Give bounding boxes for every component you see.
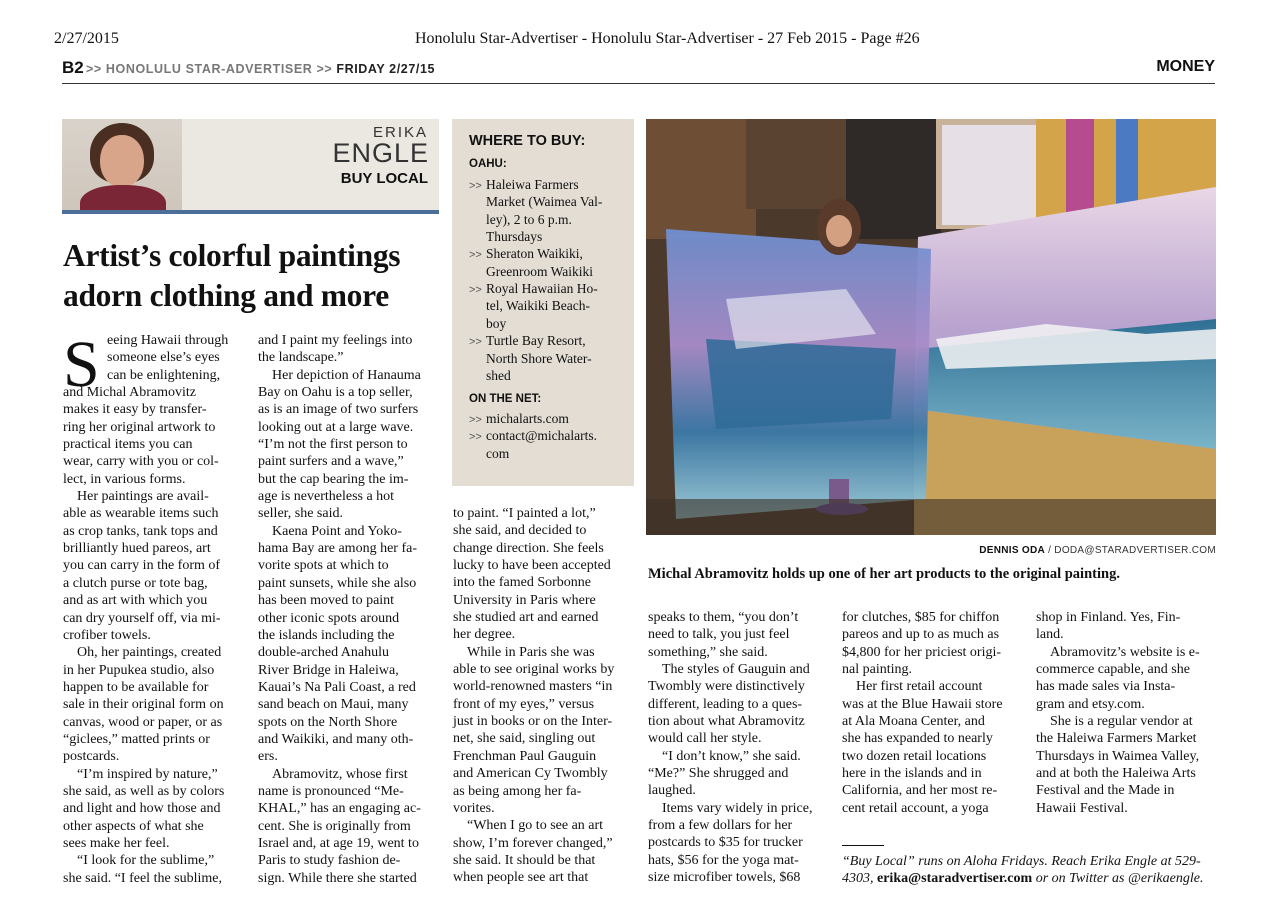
body-text-line: has made sales via Insta- — [1036, 679, 1176, 695]
body-text-line: and light and how those and — [63, 801, 221, 817]
body-text-line: looking out at a large wave. — [258, 419, 414, 435]
body-text-line: “I don’t know,” she said. — [662, 748, 801, 764]
sidebar-list-line: North Shore Water- — [486, 350, 592, 366]
body-column-2 — [258, 332, 421, 887]
body-text-line: a clutch purse or tote bag, — [63, 575, 208, 591]
body-text-line: “I’m inspired by nature,” — [77, 766, 218, 782]
body-text-line: Twombly were distinctively — [648, 679, 805, 695]
body-text-line: sign. While there she started — [258, 870, 417, 886]
body-text-line: was at the Blue Hawaii store — [842, 696, 1003, 712]
bullet-marker: >> — [469, 180, 482, 192]
body-text-line: gram and etsy.com. — [1036, 696, 1145, 712]
body-text-line: canvas, wood or paper, or as — [63, 714, 223, 730]
body-text-line: change direction. She feels — [453, 540, 604, 556]
body-text-line: need to talk, you just feel — [648, 627, 790, 643]
bullet-marker: >> — [469, 414, 482, 426]
sidebar-list-line: tel, Waikiki Beach- — [486, 298, 591, 314]
body-text-line: name is pronounced “Me- — [258, 783, 404, 799]
body-text-line: hats, $56 for the yoga mat- — [648, 852, 799, 868]
body-text-line: front of my eyes,” versus — [453, 696, 595, 712]
sidebar-list-line: Market (Waimea Val- — [486, 194, 603, 210]
body-text-line: and Waikiki, and many oth- — [258, 731, 414, 747]
columnist-box — [62, 119, 439, 214]
sidebar-title: WHERE TO BUY: — [469, 133, 586, 149]
body-text-line: eeing Hawaii through — [107, 333, 229, 348]
body-text-line: ring her original artwork to — [63, 419, 216, 435]
body-text-line: pareos and up to as much as — [842, 627, 1000, 643]
sidebar-list-line: com — [486, 445, 510, 461]
sidebar-list-line: >> Royal Hawaiian Ho- — [469, 281, 598, 297]
sidebar-list-line: >> Turtle Bay Resort, — [469, 333, 586, 349]
body-text-line: she said, as well as by colors — [63, 783, 225, 799]
folio-line — [86, 62, 435, 76]
where-to-buy-box — [452, 119, 634, 486]
body-text-line: nal painting. — [842, 662, 912, 678]
folio-date: FRIDAY 2/27/15 — [336, 62, 436, 76]
top-rule — [62, 83, 1215, 84]
headline — [63, 236, 443, 316]
headline-line: Artist’s colorful paintings — [63, 238, 401, 273]
body-text-line: Thursdays in Waimea Valley, — [1036, 748, 1200, 764]
body-text-line: spots on the North Shore — [258, 714, 398, 730]
body-text-line: Israel and, at age 19, went to — [258, 835, 419, 851]
body-text-line: for clutches, $85 for chiffon — [842, 610, 1000, 625]
body-text-line: Kauai’s Na Pali Coast, a red — [258, 679, 416, 695]
body-text-line: “I look for the sublime,” — [77, 853, 215, 869]
bio-line-2b: or on Twitter as @erikaengle. — [1032, 871, 1204, 887]
body-text-line: she said, and decided to — [453, 523, 587, 539]
body-text-line: and I paint my feelings into — [258, 333, 413, 348]
body-column-1 — [63, 328, 229, 887]
body-text-line: Paris to study fashion de- — [258, 853, 401, 869]
photographer: DENNIS ODA — [979, 545, 1046, 556]
body-text-line: net, she said, singling out — [453, 731, 596, 747]
sidebar-list-line: >> contact@michalarts. — [469, 428, 598, 444]
body-text-line: shop in Finland. Yes, Fin- — [1036, 610, 1181, 625]
column-name: BUY LOCAL — [340, 170, 428, 187]
sidebar-oahu-label: OAHU: — [469, 158, 507, 170]
body-text-line: vorites. — [453, 800, 495, 816]
body-text-line: other iconic spots around — [258, 610, 400, 626]
body-text-line: world-renowned masters “in — [453, 679, 613, 695]
photo-credit — [979, 545, 1216, 556]
body-text-line: Kaena Point and Yoko- — [272, 523, 402, 539]
body-text-line: Festival and the Made in — [1036, 783, 1175, 799]
body-column-4 — [648, 609, 812, 887]
body-text-line: someone else’s eyes — [107, 350, 220, 366]
body-text-line: makes it easy by transfer- — [63, 402, 207, 418]
body-text-line: and as art with which you — [63, 593, 208, 609]
body-text-line: hama Bay are among her fa- — [258, 541, 417, 557]
sidebar-list-line: ley), 2 to 6 p.m. — [486, 211, 572, 227]
body-text-line: the landscape.” — [258, 350, 344, 366]
body-text-line: postcards to $35 for trucker — [648, 835, 803, 851]
body-text-line: Items vary widely in price, — [662, 800, 813, 816]
sidebar-list-line: Thursdays — [486, 229, 543, 245]
body-text-line: her degree. — [453, 627, 516, 643]
body-text-line: “giclees,” matted prints or — [63, 731, 210, 747]
body-text-line: can be enlightening, — [107, 367, 221, 383]
body-text-line: the Haleiwa Farmers Market — [1036, 731, 1197, 747]
body-text-line: paint sunsets, while she also — [258, 575, 417, 591]
body-text-line: “Me?” She shrugged and — [648, 766, 789, 782]
body-text-line: lucky to have been accepted — [453, 558, 611, 574]
body-text-line: other aspects of what she — [63, 818, 204, 834]
body-text-line: and at both the Haleiwa Arts — [1036, 766, 1196, 782]
body-text-line: two dozen retail locations — [842, 748, 987, 764]
body-text-line: she said. It should be that — [453, 852, 596, 868]
body-text-line: Her paintings are avail- — [77, 489, 209, 505]
sidebar-list-line: Greenroom Waikiki — [486, 263, 594, 279]
body-text-line: ers. — [258, 749, 278, 765]
body-column-3 — [453, 505, 614, 887]
body-text-line: at Ala Moana Center, and — [842, 714, 985, 730]
columnist-headshot — [62, 119, 182, 210]
body-text-line: vorite spots at which to — [258, 558, 389, 574]
page-number: B2 — [62, 58, 84, 77]
body-text-line: “I’m not the first person to — [258, 437, 408, 453]
body-text-line: seller, she said. — [258, 506, 343, 522]
page-folio — [62, 60, 1215, 82]
body-text-line: KHAL,” has an engaging ac- — [258, 801, 421, 817]
body-text-line: double-arched Anahulu — [258, 645, 390, 661]
body-text-line: lect, in various forms. — [63, 471, 186, 487]
print-title: Honolulu Star-Advertiser - Honolulu Star-Advertiser - 27 Feb 2015 - Page #26 — [415, 30, 920, 47]
body-text-line: Frenchman Paul Gauguin — [453, 748, 597, 764]
feature-photo — [646, 119, 1216, 535]
body-text-line: wear, carry with you or col- — [63, 454, 219, 470]
bio-line-2a: 4303, — [842, 871, 877, 887]
drop-cap: S — [63, 328, 100, 401]
body-text-line: in her Pupukea studio, also — [63, 662, 215, 678]
body-text-line: sale in their original form on — [63, 697, 224, 713]
body-text-line: into the famed Sorbonne — [453, 575, 592, 591]
body-text-line: River Bridge in Haleiwa, — [258, 662, 399, 678]
body-text-line: crofiber towels. — [63, 627, 151, 643]
body-text-line: Oh, her paintings, created — [77, 645, 222, 661]
body-text-line: tion about what Abramovitz — [648, 714, 805, 730]
body-text-line: She is a regular vendor at — [1050, 714, 1193, 730]
body-text-line: sees make her feel. — [63, 835, 170, 851]
body-text-line: the islands including the — [258, 627, 395, 643]
body-text-line: Bay on Oahu is a top seller, — [258, 385, 413, 401]
body-text-line: you can carry in the form of — [63, 558, 221, 574]
author-email-link[interactable]: erika@staradvertiser.com — [877, 871, 1033, 887]
body-text-line: and Michal Abramovitz — [63, 385, 196, 401]
sidebar-list-line: >> Haleiwa Farmers — [469, 177, 579, 192]
body-text-line: as is an image of two surfers — [258, 402, 419, 418]
bullet-marker: >> — [469, 284, 482, 297]
sidebar-list-line: >> Sheraton Waikiki, — [469, 246, 583, 262]
body-text-line: land. — [1036, 627, 1064, 643]
author-bio — [842, 853, 1222, 888]
sidebar-list-line: >> michalarts.com — [469, 411, 569, 426]
body-text-line: postcards. — [63, 749, 120, 765]
body-text-line: paint surfers and a wave,” — [258, 454, 404, 470]
body-text-line: able to see original works by — [453, 662, 615, 678]
body-text-line: The styles of Gauguin and — [662, 662, 810, 678]
body-text-line: $4,800 for her priciest origi- — [842, 644, 1002, 660]
body-text-line: Her first retail account — [856, 679, 983, 695]
body-text-line: practical items you can — [63, 437, 193, 453]
body-text-line: here in the islands and in — [842, 766, 982, 782]
print-date: 2/27/2015 — [54, 30, 119, 47]
bullet-marker: >> — [469, 249, 482, 262]
body-text-line: but the cap bearing the im- — [258, 471, 409, 487]
headline-line: adorn clothing and more — [63, 278, 389, 313]
body-text-line: to paint. “I painted a lot,” — [453, 506, 596, 521]
body-text-line: different, leading to a ques- — [648, 696, 803, 712]
body-text-line: as crop tanks, tank tops and — [63, 523, 218, 539]
body-text-line: she studied art and earned — [453, 610, 599, 626]
bio-line-1: “Buy Local” runs on Aloha Fridays. Reach Erika Engle at 529- — [842, 854, 1201, 869]
body-text-line: would call her style. — [648, 731, 762, 747]
bullet-marker: >> — [469, 431, 482, 444]
body-text-line: happen to be available for — [63, 679, 209, 695]
bullet-marker: >> — [469, 336, 482, 349]
body-text-line: speaks to them, “you don’t — [648, 610, 799, 625]
body-text-line: “When I go to see an art — [467, 818, 604, 834]
body-text-line: sand beach on Maui, many — [258, 697, 409, 713]
body-text-line: just in books or on the Inter- — [453, 714, 613, 730]
body-column-6 — [1036, 609, 1200, 817]
body-column-5 — [842, 609, 1003, 817]
body-text-line: size microfiber towels, $68 — [648, 870, 801, 886]
body-text-line: California, and her most re- — [842, 783, 998, 799]
body-text-line: cent. She is originally from — [258, 818, 411, 834]
body-text-line: Abramovitz’s website is e- — [1050, 644, 1200, 660]
body-text-line: able as wearable items such — [63, 506, 219, 522]
bio-rule — [842, 845, 884, 846]
body-text-line: Her depiction of Hanauma — [272, 367, 421, 383]
columnist-first-name: ERIKA — [372, 124, 428, 141]
body-text-line: when people see art that — [453, 870, 589, 886]
body-text-line: something,” she said. — [648, 644, 768, 660]
body-text-line: brilliantly hued pareos, art — [63, 541, 211, 557]
body-text-line: Abramovitz, whose first — [272, 766, 408, 782]
photographer-email: / DODA@STARADVERTISER.COM — [1048, 545, 1216, 556]
body-text-line: can dry yourself off, via mi- — [63, 610, 221, 626]
sidebar-list-line: boy — [486, 315, 507, 331]
body-text-line: University in Paris where — [453, 592, 596, 608]
body-text-line: from a few dollars for her — [648, 818, 793, 834]
columnist-last-name: ENGLE — [332, 138, 429, 168]
photo-caption: Michal Abramovitz holds up one of her art products to the original painting. — [648, 566, 1120, 582]
body-text-line: and American Cy Twombly — [453, 766, 608, 782]
body-text-line: show, I’m forever changed,” — [453, 835, 613, 851]
section-name: MONEY — [1156, 58, 1215, 75]
body-text-line: she has expanded to nearly — [842, 731, 993, 747]
body-text-line: age is nevertheless a hot — [258, 489, 395, 505]
sidebar-list-line: shed — [486, 367, 511, 383]
body-text-line: Hawaii Festival. — [1036, 800, 1128, 816]
body-text-line: laughed. — [648, 783, 696, 799]
body-text-line: she said. “I feel the sublime, — [63, 870, 223, 886]
folio-paper: >> HONOLULU STAR-ADVERTISER >> — [86, 62, 333, 76]
body-text-line: commerce capable, and she — [1036, 662, 1190, 678]
sidebar-net-label: ON THE NET: — [469, 393, 542, 405]
body-text-line: has been moved to paint — [258, 593, 395, 609]
photo-illustration — [646, 119, 1216, 535]
body-text-line: While in Paris she was — [467, 644, 595, 660]
body-text-line: cent retail account, a yoga — [842, 800, 989, 816]
body-text-line: as being among her fa- — [453, 783, 582, 799]
